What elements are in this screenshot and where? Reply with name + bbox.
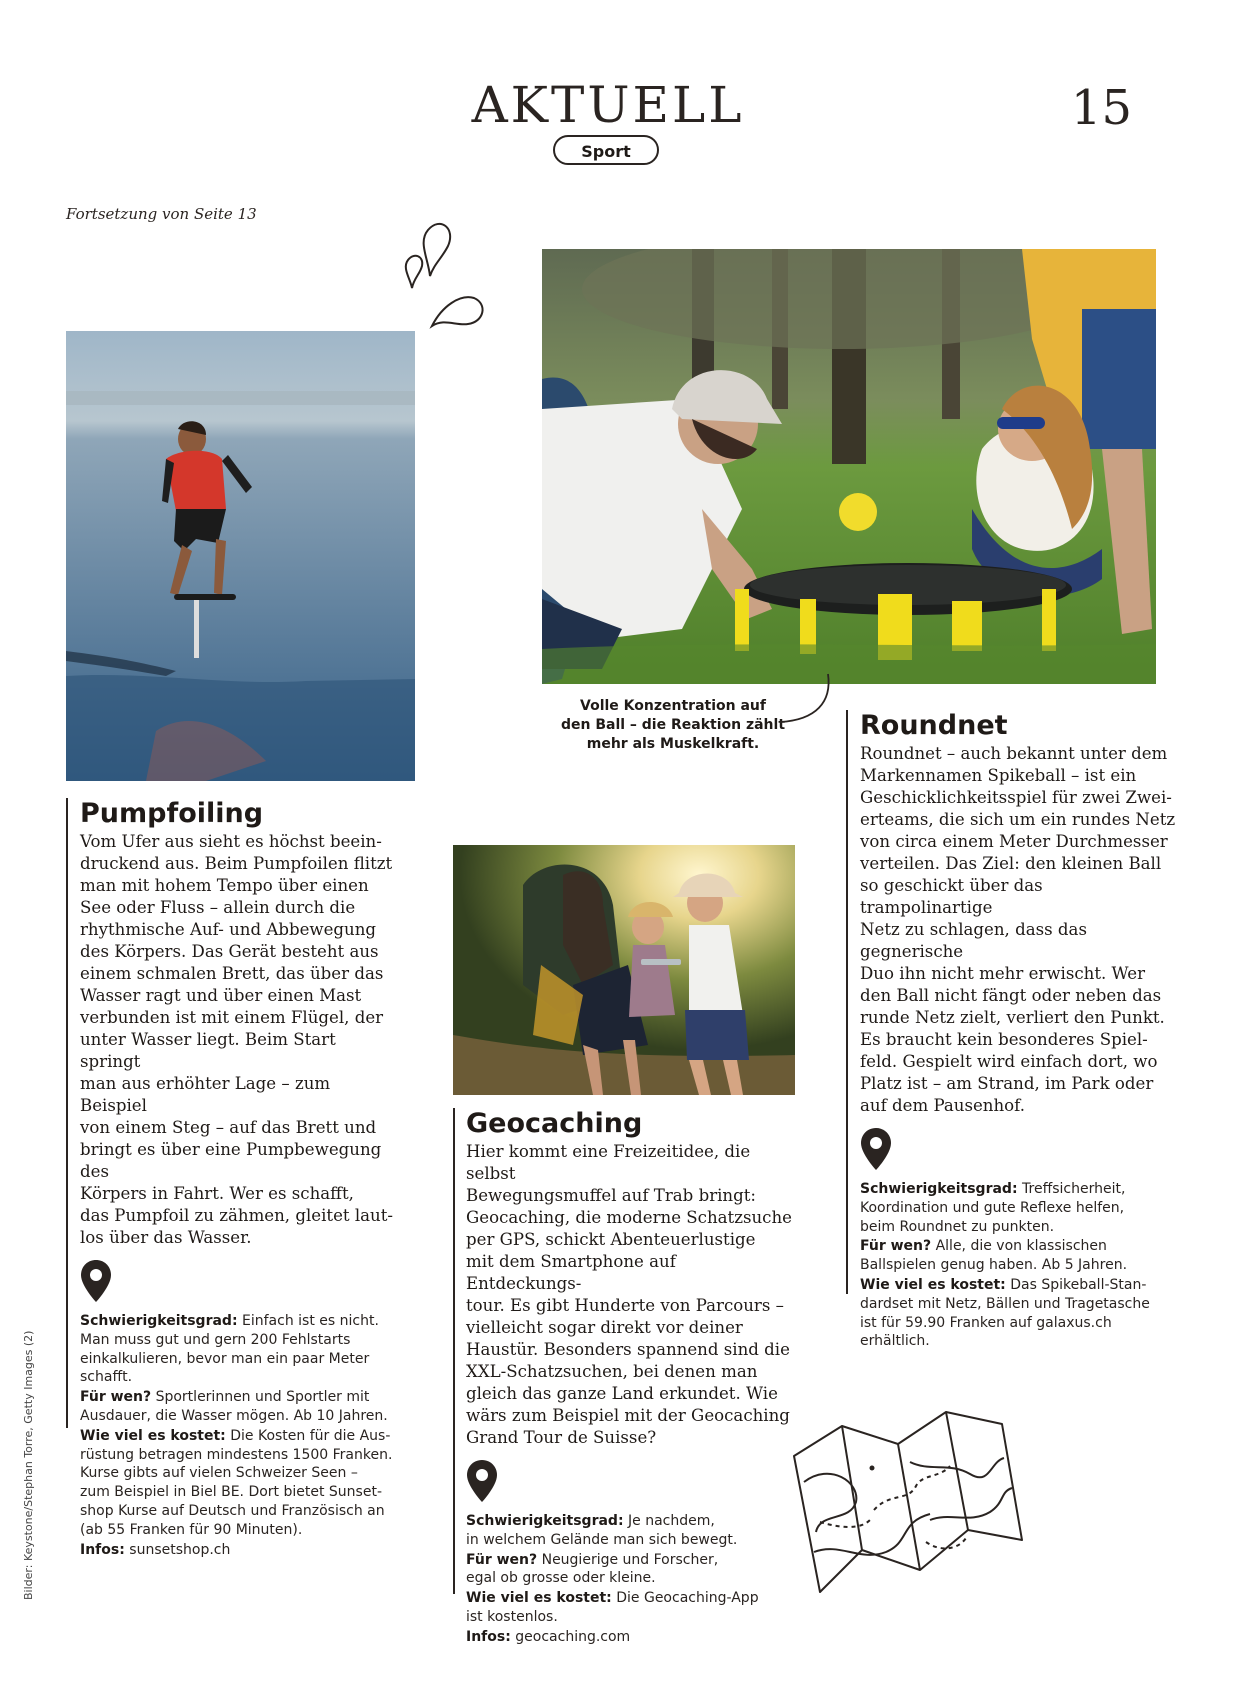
info-text: Alle, die von klassischen [931,1238,1107,1255]
body-line: Duo ihn nicht mehr erwischt. Wer [860,964,1146,983]
info-text: Koordination und gute Reflexe helfen, [860,1199,1125,1216]
info-links [80,1541,400,1560]
body-line: Platz ist – am Strand, im Park oder [860,1074,1154,1093]
body-line: vielleicht sogar direkt vor deiner [466,1318,743,1337]
body-line: das Pumpfoil zu zähmen, gleitet laut- [80,1206,394,1225]
category-badge: Sport [553,135,659,165]
article-body [466,1141,796,1449]
body-line: man aus erhöhter Lage – zum Beispiel [80,1074,331,1115]
info-text: Neugierige und Forscher, [537,1551,719,1568]
body-line: Körpers in Fahrt. Wer es schafft, [80,1184,354,1203]
info-text: schafft. [80,1369,133,1386]
body-line: Markennamen Spikeball – ist ein [860,766,1137,785]
body-line: gleich das ganze Land erkundet. Wie [466,1384,778,1403]
body-line: Geocaching, die moderne Schatzsuche [466,1208,792,1227]
info-link[interactable]: sunsetshop.ch [124,1541,231,1558]
info-text: shop Kurse auf Deutsch und Französisch an [80,1502,385,1519]
info-audience [80,1388,400,1426]
body-line: den Ball nicht fängt oder neben das [860,986,1162,1005]
column-rule [66,798,68,1428]
info-text: dardset mit Netz, Bällen und Tragetasche [860,1295,1150,1312]
body-line: einem schmalen Brett, das über das [80,964,384,983]
info-text: Die Geocaching-App [611,1590,759,1607]
body-line: verteilen. Das Ziel: den kleinen Ball [860,854,1162,873]
body-line: Grand Tour de Suisse? [466,1428,657,1447]
roundnet-photo [542,249,1156,684]
info-text: Ballspielen genug haben. Ab 5 Jahren. [860,1257,1128,1274]
body-line: auf dem Pausenhof. [860,1096,1025,1115]
photo-credit: Bilder: Keystone/Stephan Torre, Getty Images (2) [22,1330,35,1600]
info-text: einkalkulieren, bevor man ein paar Meter [80,1350,370,1367]
info-text: ist kostenlos. [466,1608,558,1625]
info-audience [466,1551,796,1589]
body-line: feld. Gespielt wird einfach dort, wo [860,1052,1158,1071]
continuation-note: Fortsetzung von Seite 13 [66,205,257,223]
info-text: Einfach ist es nicht. [237,1313,379,1329]
body-line: Hier kommt eine Freizeitidee, die selbst [466,1142,751,1183]
body-line: Es braucht kein besonderes Spiel- [860,1030,1148,1049]
info-label: Wie viel es kostet: [466,1590,612,1607]
location-pin-icon [860,1127,892,1171]
article-body [80,831,400,1249]
caption-arrow-icon [776,672,836,728]
treasure-map-icon [790,1402,1030,1597]
info-text: in welchem Gelände man sich bewegt. [466,1531,738,1548]
section-title: AKTUELL [471,76,745,134]
article-geocaching [466,1108,796,1648]
info-difficulty [80,1312,400,1387]
body-line: unter Wasser liegt. Beim Start springt [80,1030,336,1071]
body-line: Haustür. Besonders spannend sind die [466,1340,790,1359]
info-difficulty [860,1180,1180,1236]
body-line: Vom Ufer aus sieht es höchst beein- [80,832,382,851]
article-title: Roundnet [860,710,1008,741]
article-body [860,743,1180,1117]
body-line: Geschicklichkeitsspiel für zwei Zwei- [860,788,1172,807]
info-text: Ausdauer, die Wasser mögen. Ab 10 Jahren. [80,1407,388,1424]
body-line: See oder Fluss – allein durch die [80,898,356,917]
info-label: Infos: [80,1541,125,1558]
body-line: bringt es über eine Pumpbewegung des [80,1140,382,1181]
body-line: mit dem Smartphone auf Entdeckungs- [466,1252,676,1293]
info-label: Schwierigkeitsgrad: [860,1181,1018,1197]
info-text: erhältlich. [860,1333,930,1350]
caption-line: den Ball – die Reaktion zählt [560,717,786,733]
body-line: runde Netz zielt, verliert den Punkt. [860,1008,1165,1027]
info-difficulty [466,1512,796,1550]
droplets-icon [398,218,490,330]
info-text: Je nachdem, [623,1513,715,1529]
info-text: beim Roundnet zu punkten. [860,1218,1055,1235]
body-line: Wasser ragt und über einen Mast [80,986,362,1005]
body-line: Bewegungsmuffel auf Trab bringt: [466,1186,757,1205]
info-box [466,1512,796,1647]
article-roundnet [860,710,1180,1352]
info-links [466,1628,796,1647]
info-label: Schwierigkeitsgrad: [466,1513,624,1529]
info-label: Für wen? [466,1551,538,1568]
info-text: (ab 55 Franken für 90 Minuten). [80,1521,303,1538]
article-pumpfoiling [80,798,400,1560]
column-rule [453,1108,455,1594]
info-label: Wie viel es kostet: [80,1427,226,1444]
info-text: Die Kosten für die Aus- [225,1427,391,1444]
page-number: 15 [1070,80,1132,136]
info-text: Kurse gibts auf vielen Schweizer Seen – [80,1465,358,1482]
geocaching-photo [453,845,795,1095]
info-text: rüstung betragen mindestens 1500 Franken. [80,1446,393,1463]
body-line: des Körpers. Das Gerät besteht aus [80,942,379,961]
info-link[interactable]: geocaching.com [510,1628,631,1645]
info-text: egal ob grosse oder kleine. [466,1570,656,1587]
info-label: Infos: [466,1628,511,1645]
info-label: Für wen? [80,1389,152,1406]
body-line: von einem Steg – auf das Brett und [80,1118,377,1137]
location-pin-icon [466,1459,498,1503]
info-audience [860,1237,1180,1275]
caption-line: Volle Konzentration auf [580,698,766,714]
article-title: Geocaching [466,1108,643,1139]
info-label: Für wen? [860,1238,932,1255]
body-line: per GPS, schickt Abenteuerlustige [466,1230,756,1249]
info-label: Wie viel es kostet: [860,1276,1006,1293]
info-text: ist für 59.90 Franken auf galaxus.ch [860,1314,1112,1331]
article-title: Pumpfoiling [80,798,264,829]
body-line: erteams, die sich um ein rundes Netz [860,810,1176,829]
body-line: so geschickt über das trampolinartige [860,876,1043,917]
body-line: Netz zu schlagen, dass das gegnerische [860,920,1087,961]
body-line: verbunden ist mit einem Flügel, der [80,1008,384,1027]
info-box [860,1180,1180,1351]
body-line: wärs zum Beispiel mit der Geocaching [466,1406,790,1425]
info-cost [860,1276,1180,1351]
info-cost [466,1589,796,1627]
info-text: Sportlerinnen und Sportler mit [151,1389,370,1406]
roundnet-photo-caption [548,697,798,754]
body-line: los über das Wasser. [80,1228,252,1247]
body-line: man mit hohem Tempo über einen [80,876,369,895]
body-line: XXL-Schatzsuchen, bei denen man [466,1362,758,1381]
info-box [80,1312,400,1559]
info-text: Treffsicherheit, [1017,1181,1126,1197]
info-text: zum Beispiel in Biel BE. Dort bietet Sunset- [80,1484,383,1501]
body-line: tour. Es gibt Hunderte von Parcours – [466,1296,784,1315]
body-line: druckend aus. Beim Pumpfoilen flitzt [80,854,393,873]
column-rule [846,710,848,1294]
info-text: Man muss gut und gern 200 Fehlstarts [80,1331,351,1348]
info-text: Das Spikeball-Stan- [1005,1276,1147,1293]
caption-line: mehr als Muskelkraft. [586,736,760,752]
info-label: Schwierigkeitsgrad: [80,1313,238,1329]
location-pin-icon [80,1259,112,1303]
body-line: Roundnet – auch bekannt unter dem [860,744,1168,763]
body-line: von circa einem Meter Durchmesser [860,832,1168,851]
body-line: rhythmische Auf- und Abbewegung [80,920,377,939]
pumpfoiling-photo [66,331,415,781]
info-cost [80,1427,400,1540]
